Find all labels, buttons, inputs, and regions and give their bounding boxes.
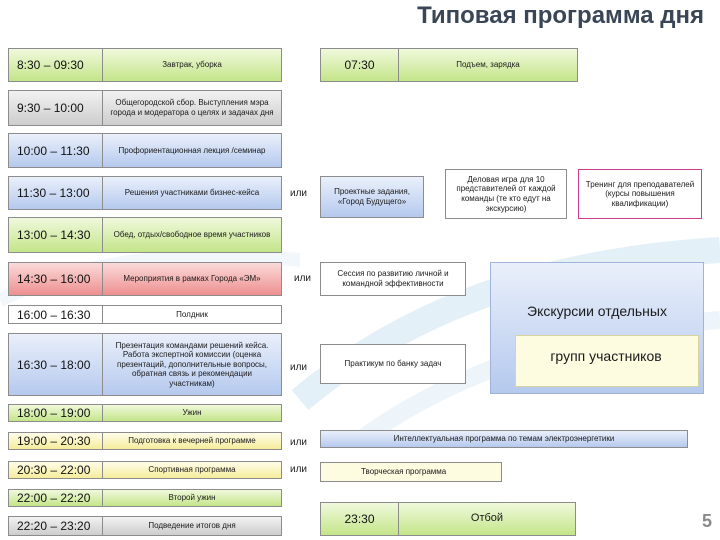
excursion-line2: групп участников [550,348,662,364]
schedule-row [8,461,282,479]
schedule-row [8,262,282,296]
schedule-row [8,176,282,210]
excursion-box [490,262,704,394]
page-title: Типовая программа дня [417,2,704,29]
page-number: 5 [701,511,712,531]
schedule-time: 20:30 – 22:00 [9,462,103,478]
or-label: или [290,188,308,199]
excursion-line1: Экскурсии отдельных [527,303,667,319]
projects-box: Проектные задания, «Город Будущего» [320,176,424,218]
schedule-row [8,516,282,536]
or-label: или [290,362,308,373]
lights-out-time: 23:30 [321,503,399,535]
schedule-row [8,133,282,168]
schedule-desc: Полдник [176,309,208,319]
schedule-time: 9:30 – 10:00 [9,91,103,125]
wakeup-row [320,48,578,82]
schedule-row [8,48,282,82]
or-label: или [290,464,308,475]
schedule-time: 16:00 – 16:30 [9,306,103,323]
creative-program-box: Творческая программа [320,462,502,482]
schedule-desc: Общегородской сбор. Выступления мэра города и модератора о целях и задачах дня [110,98,274,117]
schedule-time: 22:20 – 23:20 [9,517,103,535]
schedule-desc: Мероприятия в рамках Города «ЭМ» [123,274,261,284]
or-label: или [290,437,308,448]
excursion-inner-panel [515,335,699,387]
schedule-desc: Профориентационная лекция /семинар [118,145,266,155]
schedule-row [8,333,282,396]
schedule-time: 13:00 – 14:30 [9,218,103,252]
schedule-time: 11:30 – 13:00 [9,177,103,209]
intellectual-program-box: Интеллектуальная программа по темам электроэнергетики [320,430,688,448]
schedule-row [8,432,282,450]
schedule-time: 10:00 – 11:30 [9,134,103,167]
schedule-time: 16:30 – 18:00 [9,334,103,395]
tasks-bank-box: Практикум по банку задач [320,344,466,384]
schedule-row [8,305,282,324]
schedule-row [8,404,282,422]
schedule-desc: Завтрак, уборка [162,60,222,70]
teacher-training-box: Тренинг для преподавателей (курсы повышения квалификации) [578,169,702,219]
schedule-time: 19:00 – 20:30 [9,433,103,449]
schedule-desc: Обед, отдых/свободное время участников [113,230,271,240]
schedule-desc: Спортивная программа [148,465,236,475]
schedule-time: 8:30 – 09:30 [9,49,103,81]
schedule-desc: Подведение итогов дня [148,521,236,531]
schedule-row [8,489,282,507]
lights-out-row [320,502,576,536]
schedule-desc: Презентация командами решений кейса. Работа экспертной комиссии (оценка презентаций, дополнительные вопросы, обратная связь и рекомендации участникам) [115,340,269,388]
schedule-time: 22:00 – 22:20 [9,490,103,506]
business-game-box: Деловая игра для 10 представителей от каждой команды (те кто едут на экскурсию) [445,169,567,219]
schedule-time: 18:00 – 19:00 [9,405,103,421]
wakeup-desc: Подъем, зарядка [456,60,520,70]
wakeup-time: 07:30 [321,49,399,81]
schedule-desc: Решения участниками бизнес-кейса [124,188,260,198]
schedule-row [8,217,282,253]
or-label: или [294,273,312,284]
lights-out-desc: Отбой [470,512,504,525]
schedule-desc: Второй ужин [168,493,216,503]
schedule-desc: Ужин [182,408,202,418]
schedule-desc: Подготовка к вечерней программе [128,436,256,446]
personal-effectiveness-box: Сессия по развитию личной и командной эффективности [320,262,466,296]
schedule-row [8,90,282,126]
schedule-time: 14:30 – 16:00 [9,263,103,295]
